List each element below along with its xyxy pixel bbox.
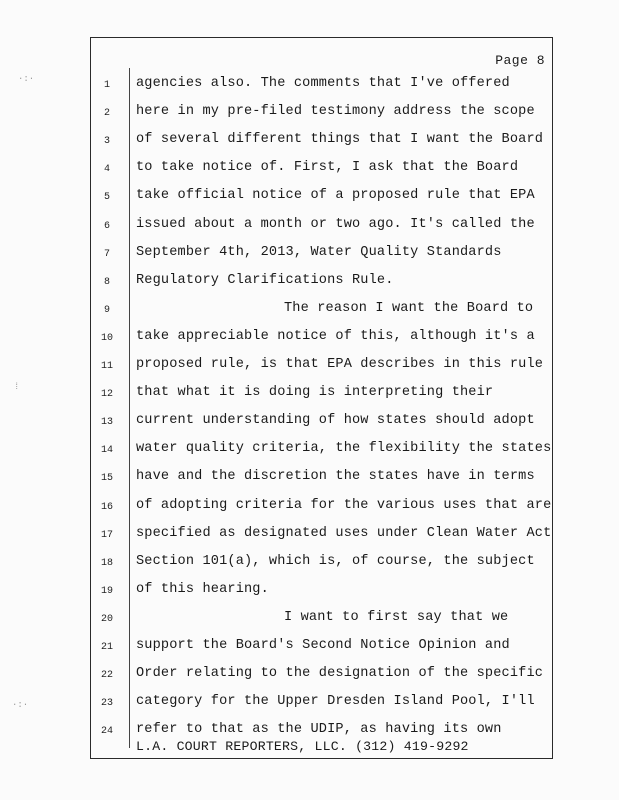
line-number: 16 bbox=[100, 501, 113, 513]
line-number: 5 bbox=[103, 192, 110, 204]
transcript-line bbox=[96, 245, 546, 265]
line-number: 20 bbox=[100, 613, 113, 625]
transcript-line bbox=[96, 357, 546, 377]
transcript-line bbox=[96, 666, 546, 686]
line-number: 24 bbox=[100, 726, 113, 738]
transcript-line bbox=[96, 694, 546, 714]
line-text: of adopting criteria for the various uses that are bbox=[136, 497, 552, 513]
line-number: 4 bbox=[103, 164, 110, 176]
line-text: Order relating to the designation of the specific bbox=[136, 666, 544, 682]
line-number: 21 bbox=[100, 642, 113, 653]
scan-speck: ·:· bbox=[18, 74, 35, 84]
line-text: of several different things that I want the Board bbox=[136, 132, 544, 148]
line-text: category for the Upper Dresden Island Pool, I'll bbox=[136, 694, 535, 710]
transcript-line bbox=[96, 525, 552, 546]
line-text: I want to first say that we bbox=[284, 609, 509, 625]
transcript-line bbox=[96, 160, 546, 180]
line-text: issued about a month or two ago. It's called the bbox=[136, 216, 535, 232]
line-number: 10 bbox=[100, 332, 113, 344]
line-number: 22 bbox=[100, 670, 113, 682]
transcript-line bbox=[96, 638, 546, 658]
transcript-line bbox=[96, 413, 546, 433]
line-number: 7 bbox=[103, 248, 110, 260]
line-number: 14 bbox=[100, 445, 113, 457]
line-number: 17 bbox=[100, 529, 113, 541]
transcript-line bbox=[96, 301, 546, 321]
transcript-line bbox=[96, 273, 546, 293]
transcript-line bbox=[96, 188, 546, 208]
line-text: September 4th, 2013, Water Quality Standards bbox=[136, 244, 502, 260]
line-text: take official notice of a proposed rule that EPA bbox=[136, 188, 535, 204]
line-number: 18 bbox=[100, 557, 113, 569]
scan-speck: ·:· bbox=[12, 700, 29, 710]
line-number: 3 bbox=[103, 136, 110, 148]
transcript-line bbox=[96, 132, 546, 152]
line-number: 1 bbox=[103, 80, 110, 91]
line-number: 9 bbox=[103, 304, 110, 316]
line-text: Section 101(a), which is, of course, the subject bbox=[136, 553, 535, 569]
transcript-line bbox=[96, 610, 546, 630]
transcript-line bbox=[96, 217, 546, 237]
transcript-line bbox=[96, 554, 546, 574]
line-text: Regulatory Clarifications Rule. bbox=[136, 272, 394, 288]
line-text: take appreciable notice of this, although it's a bbox=[136, 328, 535, 344]
line-number: 12 bbox=[100, 389, 113, 401]
line-text: current understanding of how states should adopt bbox=[136, 413, 535, 429]
transcript-line bbox=[96, 582, 546, 602]
transcript-line bbox=[96, 104, 546, 124]
scan-speck: ⁞ bbox=[14, 382, 20, 392]
line-text: agencies also. The comments that I've offered bbox=[136, 76, 510, 91]
page-number: Page 8 bbox=[495, 53, 545, 68]
line-number: 13 bbox=[100, 417, 113, 429]
line-number: 6 bbox=[103, 220, 110, 232]
line-text: water quality criteria, the flexibility the states bbox=[136, 441, 552, 457]
reporter-footer: L.A. COURT REPORTERS, LLC. (312) 419-9292 bbox=[136, 739, 469, 754]
line-number: 8 bbox=[103, 276, 110, 288]
transcript-line bbox=[96, 497, 552, 518]
line-number: 15 bbox=[100, 473, 113, 485]
line-text: have and the discretion the states have in terms bbox=[136, 469, 535, 485]
transcript-line bbox=[96, 469, 546, 489]
transcript-line bbox=[96, 385, 546, 405]
transcript-line bbox=[96, 76, 546, 96]
transcript-line bbox=[96, 329, 546, 349]
line-text: of this hearing. bbox=[136, 581, 269, 597]
line-text: proposed rule, is that EPA describes in this rule bbox=[136, 357, 544, 372]
line-text: to take notice of. First, I ask that the Board bbox=[136, 160, 519, 176]
line-text: here in my pre-filed testimony address the scope bbox=[136, 104, 535, 120]
line-number: 11 bbox=[100, 361, 113, 372]
line-text: refer to that as the UDIP, as having its own bbox=[136, 722, 502, 738]
line-number: 23 bbox=[100, 698, 113, 710]
transcript-line bbox=[96, 441, 552, 461]
line-text: that what it is doing is interpreting their bbox=[136, 385, 494, 401]
line-number: 2 bbox=[103, 108, 110, 120]
line-number: 19 bbox=[100, 585, 113, 597]
line-text: specified as designated uses under Clean Water Act bbox=[136, 525, 552, 541]
line-text: The reason I want the Board to bbox=[284, 300, 534, 316]
line-text: support the Board's Second Notice Opinion and bbox=[136, 638, 510, 653]
